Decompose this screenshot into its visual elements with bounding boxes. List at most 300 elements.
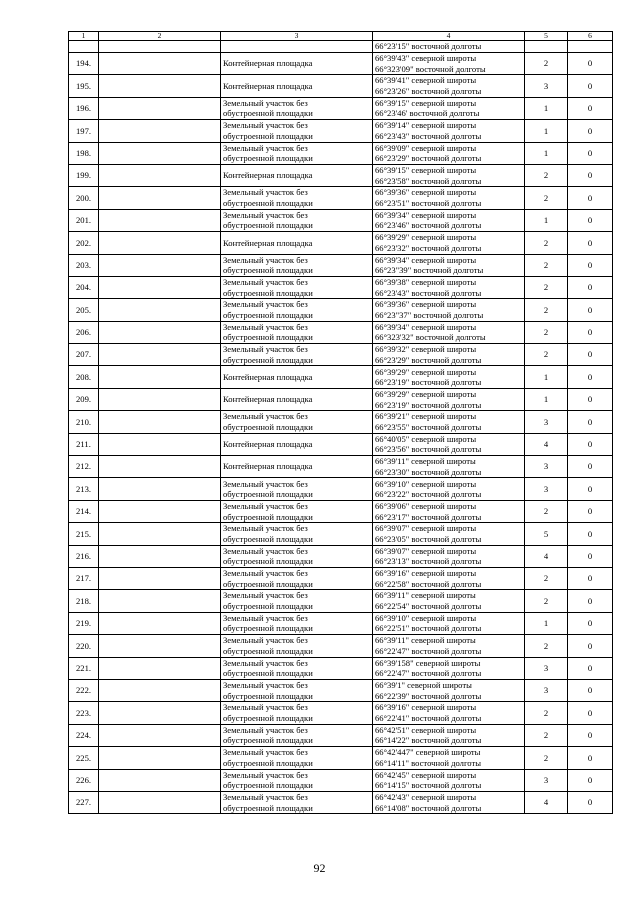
column-number-header [69,32,613,41]
address-cell [99,321,221,343]
row-number: 227. [69,791,99,813]
table-row [69,679,613,701]
row-number: 203. [69,254,99,276]
column-number-5: 5 [525,32,568,41]
table-row [69,590,613,612]
coordinates-cell [373,724,525,746]
coordinates-cell [373,635,525,657]
address-cell [99,612,221,634]
cell-line: обустроенной площадки [223,108,313,119]
container-count-cell: 2 [525,747,568,769]
volume-cell: 0 [568,657,613,679]
volume-cell: 0 [568,702,613,724]
cell-line: 66°39'11" северной широты [375,590,476,601]
cell-line: 66°14'08" восточной долготы [375,802,482,813]
container-count-cell: 2 [525,299,568,321]
table-row [69,321,613,343]
cell-line: 66°42'43" северной широты [375,791,477,802]
address-cell [99,411,221,433]
cell-line: 66°39'06" северной широты [375,500,477,511]
cell-line: обустроенной площадки [223,354,313,365]
container-count-cell: 2 [525,635,568,657]
cell-line: 66°39'43" северной широты [375,53,477,64]
row-number: 201. [69,209,99,231]
cell-line: Земельный участок без [223,411,308,422]
cell-line: 66°39'1" северной широты [375,680,472,691]
site-type-cell [221,97,373,119]
site-type-cell [221,366,373,388]
cell-line: 66°23'29" восточной долготы [375,354,482,365]
row-number: 216. [69,545,99,567]
address-cell [99,523,221,545]
container-count-cell [525,41,568,53]
cell-line: 66°39'16" северной широты [375,702,477,713]
cell-line: 66°23'22" восточной долготы [375,489,482,500]
container-count-cell: 2 [525,724,568,746]
cell-line: 66°23'32" восточной долготы [375,242,482,253]
cell-line: Земельный участок без [223,321,308,332]
cell-line: 66°39'21" северной широты [375,411,477,422]
cell-line: 66°39'10" северной широты [375,478,477,489]
container-count-cell: 2 [525,500,568,522]
volume-cell: 0 [568,747,613,769]
cell-line: 66°23'56" восточной долготы [375,444,482,455]
cell-line: 66°39'14" северной широты [375,120,477,131]
coordinates-cell [373,612,525,634]
table-row [69,388,613,410]
cell-line: Земельный участок без [223,209,308,220]
cell-line: 66°39'11" северной широты [375,456,476,467]
table-row [69,500,613,522]
coordinates-cell [373,747,525,769]
cell-line: обустроенной площадки [223,309,313,320]
cell-line: 66°23'55" восточной долготы [375,421,482,432]
row-number: 204. [69,276,99,298]
table-row [69,120,613,142]
row-number: 196. [69,97,99,119]
cell-line: Земельный участок без [223,254,308,265]
site-type-cell [221,478,373,500]
table-row [69,187,613,209]
site-type-cell [221,411,373,433]
container-count-cell: 4 [525,545,568,567]
volume-cell: 0 [568,500,613,522]
volume-cell: 0 [568,769,613,791]
site-type-cell [221,388,373,410]
table-row [69,344,613,366]
row-number: 224. [69,724,99,746]
site-type-cell [221,321,373,343]
cell-line: 66°39'11" северной широты [375,635,476,646]
site-type-cell [221,53,373,75]
cell-line: обустроенной площадки [223,645,313,656]
address-cell [99,344,221,366]
cell-line: 66°23'19" восточной долготы [375,399,482,410]
coordinates-cell [373,187,525,209]
table-row [69,164,613,186]
volume-cell: 0 [568,321,613,343]
row-number: 219. [69,612,99,634]
address-cell [99,545,221,567]
site-type-cell [221,299,373,321]
site-type-cell [221,567,373,589]
cell-line: 66°22'39" восточной долготы [375,690,482,701]
volume-cell: 0 [568,232,613,254]
table-row [69,433,613,455]
cell-line: обустроенной площадки [223,601,313,612]
row-number: 221. [69,657,99,679]
cell-line: Земельный участок без [223,612,308,623]
table-row [69,612,613,634]
cell-line: 66°42'447" северной широты [375,747,481,758]
cell-line: Земельный участок без [223,657,308,668]
cell-line: 66°22'51" восточной долготы [375,623,482,634]
table-row [69,545,613,567]
page-number: 92 [313,861,326,875]
site-type-cell [221,747,373,769]
site-type-cell [221,75,373,97]
volume-cell: 0 [568,366,613,388]
table-row [69,567,613,589]
row-number: 226. [69,769,99,791]
table-row [69,724,613,746]
table-row [69,254,613,276]
cell-line: 66°39'34" северной широты [375,254,477,265]
row-number: 223. [69,702,99,724]
cell-line: Земельный участок без [223,478,308,489]
address-cell [99,388,221,410]
coordinates-cell [373,500,525,522]
row-number: 194. [69,53,99,75]
coordinates-cell [373,433,525,455]
table-row [69,478,613,500]
table-row [69,53,613,75]
cell-line: Земельный участок без [223,120,308,131]
cell-line: Контейнерная площадка [223,170,313,181]
cell-line: 66°23'46" восточной долготы [375,220,482,231]
cell-line: Земельный участок без [223,747,308,758]
container-count-cell: 3 [525,769,568,791]
cell-line: Земельный участок без [223,791,308,802]
cell-line: 66°23'58" восточной долготы [375,175,482,186]
container-count-cell: 1 [525,209,568,231]
cell-line: 66°23'46' восточной долготы [375,108,480,119]
cell-line: 66°22'47" восточной долготы [375,645,482,656]
volume-cell: 0 [568,635,613,657]
site-type-cell [221,209,373,231]
row-number: 215. [69,523,99,545]
cell-line: 66°323'32" восточной долготы [375,332,486,343]
address-cell [99,724,221,746]
table-row [69,411,613,433]
row-number [69,41,99,53]
cell-line: 66°14'11" восточной долготы [375,757,481,768]
table-row [69,276,613,298]
volume-cell: 0 [568,456,613,478]
coordinates-cell [373,299,525,321]
container-count-cell: 3 [525,456,568,478]
site-type-cell [221,276,373,298]
cell-line: 66°23'13" восточной долготы [375,556,482,567]
cell-line: 66°22'47" восточной долготы [375,668,482,679]
cell-line: обустроенной площадки [223,198,313,209]
address-cell [99,97,221,119]
cell-line: 66°23'43" восточной долготы [375,287,482,298]
site-type-cell [221,612,373,634]
site-type-cell [221,724,373,746]
coordinates-cell [373,321,525,343]
site-type-cell [221,120,373,142]
cell-line: обустроенной площадки [223,130,313,141]
table-row [69,75,613,97]
table-row [69,299,613,321]
table-row [69,209,613,231]
table-row [69,635,613,657]
cell-line: 66°23'26" восточной долготы [375,86,482,97]
cell-line: обустроенной площадки [223,578,313,589]
container-count-cell: 2 [525,254,568,276]
address-cell [99,702,221,724]
column-number-3: 3 [221,32,373,41]
row-number: 209. [69,388,99,410]
site-type-cell [221,702,373,724]
cell-line: Контейнерная площадка [223,394,313,405]
volume-cell: 0 [568,523,613,545]
site-type-cell [221,232,373,254]
address-cell [99,164,221,186]
coordinates-cell [373,209,525,231]
coordinates-cell [373,567,525,589]
volume-cell: 0 [568,724,613,746]
cell-line: Контейнерная площадка [223,237,313,248]
cell-line: 66°23'15" восточной долготы [375,41,482,52]
container-count-cell: 2 [525,187,568,209]
address-cell [99,187,221,209]
site-type-cell [221,545,373,567]
cell-line: Земельный участок без [223,500,308,511]
cell-line: 66°39'36" северной широты [375,187,477,198]
volume-cell: 0 [568,388,613,410]
cell-line: Земельный участок без [223,568,308,579]
coordinates-cell [373,254,525,276]
row-number: 213. [69,478,99,500]
volume-cell: 0 [568,612,613,634]
volume-cell: 0 [568,97,613,119]
cell-line: 66°23'51" восточной долготы [375,198,482,209]
cell-line: 66°39'07" северной широты [375,545,477,556]
site-type-cell [221,657,373,679]
address-cell [99,456,221,478]
container-count-cell: 4 [525,791,568,813]
cell-line: 66°39'38" северной широты [375,277,477,287]
address-cell [99,366,221,388]
volume-cell: 0 [568,791,613,813]
cell-line: Контейнерная площадка [223,371,313,382]
container-count-cell: 2 [525,53,568,75]
address-cell [99,142,221,164]
row-number: 212. [69,456,99,478]
cell-line: обустроенной площадки [223,623,313,634]
coordinates-cell [373,456,525,478]
cell-line: 66°23"39" восточной долготы [375,265,484,276]
row-number: 197. [69,120,99,142]
cell-line: обустроенной площадки [223,220,313,231]
table-row [69,769,613,791]
column-number-4: 4 [373,32,525,41]
cell-line: 66°42'45" северной широты [375,769,477,780]
site-type-cell [221,769,373,791]
table-row [69,657,613,679]
address-cell [99,254,221,276]
container-count-cell: 1 [525,388,568,410]
address-cell [99,53,221,75]
volume-cell: 0 [568,478,613,500]
volume-cell: 0 [568,433,613,455]
cell-line: Земельный участок без [223,545,308,556]
volume-cell: 0 [568,53,613,75]
container-count-cell: 3 [525,411,568,433]
cell-line: обустроенной площадки [223,802,313,813]
cell-line: обустроенной площадки [223,421,313,432]
coordinates-cell [373,679,525,701]
volume-cell: 0 [568,187,613,209]
cell-line: 66°22'58" восточной долготы [375,578,482,589]
cell-line: 66°39'07" северной широты [375,523,477,534]
row-number: 199. [69,164,99,186]
cell-line: обустроенной площадки [223,780,313,791]
site-type-cell [221,433,373,455]
cell-line: 66°23'05" восточной долготы [375,533,482,544]
cell-line: Контейнерная площадка [223,80,313,91]
cell-line: Земельный участок без [223,277,308,287]
container-count-cell: 3 [525,75,568,97]
column-number-6: 6 [568,32,613,41]
cell-line: 66°39'29" северной широты [375,366,477,377]
cell-line: 66°323'09" восточной долготы [375,63,486,74]
site-type-cell [221,41,373,53]
container-count-cell: 2 [525,276,568,298]
container-count-cell: 1 [525,612,568,634]
row-number: 222. [69,679,99,701]
cell-line: 66°39'41" северной широты [375,75,477,86]
column-number-1: 1 [69,32,99,41]
coordinates-cell [373,545,525,567]
cell-line: обустроенной площадки [223,757,313,768]
row-number: 210. [69,411,99,433]
coordinates-cell [373,702,525,724]
container-count-cell: 1 [525,142,568,164]
container-count-cell: 4 [525,433,568,455]
cell-line: 66°14'15" восточной долготы [375,780,482,791]
cell-line: Земельный участок без [223,702,308,713]
cell-line: 66°39'09" северной широты [375,142,477,153]
cell-line: Контейнерная площадка [223,58,313,69]
address-cell [99,41,221,53]
volume-cell: 0 [568,209,613,231]
container-count-cell: 2 [525,702,568,724]
cell-line: 66°39'158" северной широты [375,657,481,668]
container-count-cell: 2 [525,321,568,343]
site-type-cell [221,590,373,612]
cell-line: 66°39'29" северной широты [375,232,477,243]
cell-line: Земельный участок без [223,187,308,198]
volume-cell: 0 [568,276,613,298]
container-count-cell: 2 [525,164,568,186]
container-count-cell: 2 [525,344,568,366]
volume-cell: 0 [568,567,613,589]
cell-line: 66°39'29" северной широты [375,388,477,399]
container-count-cell: 1 [525,120,568,142]
row-number: 214. [69,500,99,522]
table-row [69,366,613,388]
cell-line: обустроенной площадки [223,489,313,500]
cell-line: 66°39'36" северной широты [375,299,477,310]
volume-cell: 0 [568,120,613,142]
volume-cell: 0 [568,142,613,164]
coordinates-cell [373,120,525,142]
coordinates-cell [373,388,525,410]
cell-line: Земельный участок без [223,344,308,355]
cell-line: обустроенной площадки [223,735,313,746]
coordinates-cell [373,411,525,433]
table-row [69,523,613,545]
row-number: 195. [69,75,99,97]
address-cell [99,433,221,455]
volume-cell: 0 [568,299,613,321]
table-row [69,142,613,164]
address-cell [99,567,221,589]
volume-cell: 0 [568,545,613,567]
cell-line: обустроенной площадки [223,511,313,522]
cell-line: Земельный участок без [223,724,308,735]
cell-line: Земельный участок без [223,680,308,691]
continuation-row [69,41,613,53]
coordinates-cell [373,53,525,75]
column-number-2: 2 [99,32,221,41]
address-cell [99,500,221,522]
cell-line: Земельный участок без [223,769,308,780]
cell-line: 66°39'15" северной широты [375,165,477,176]
row-number: 200. [69,187,99,209]
cell-line: Земельный участок без [223,590,308,601]
address-cell [99,747,221,769]
coordinates-cell [373,366,525,388]
coordinates-cell [373,791,525,813]
address-cell [99,209,221,231]
volume-cell: 0 [568,254,613,276]
coordinates-cell [373,97,525,119]
coordinates-cell [373,590,525,612]
cell-line: Контейнерная площадка [223,439,313,450]
coordinates-cell [373,769,525,791]
volume-cell: 0 [568,75,613,97]
table-row [69,747,613,769]
row-number: 218. [69,590,99,612]
row-number: 208. [69,366,99,388]
address-cell [99,232,221,254]
cell-line: 66°39'32" северной широты [375,344,477,355]
cell-line: 66°22'54" восточной долготы [375,601,482,612]
cell-line: 66°39'10" северной широты [375,612,477,623]
container-count-cell: 2 [525,567,568,589]
cell-line: Земельный участок без [223,523,308,534]
site-type-cell [221,142,373,164]
site-type-cell [221,344,373,366]
row-number: 211. [69,433,99,455]
container-count-cell: 3 [525,679,568,701]
cell-line: обустроенной площадки [223,332,313,343]
cell-line: 66°40'05" северной широты [375,433,477,444]
